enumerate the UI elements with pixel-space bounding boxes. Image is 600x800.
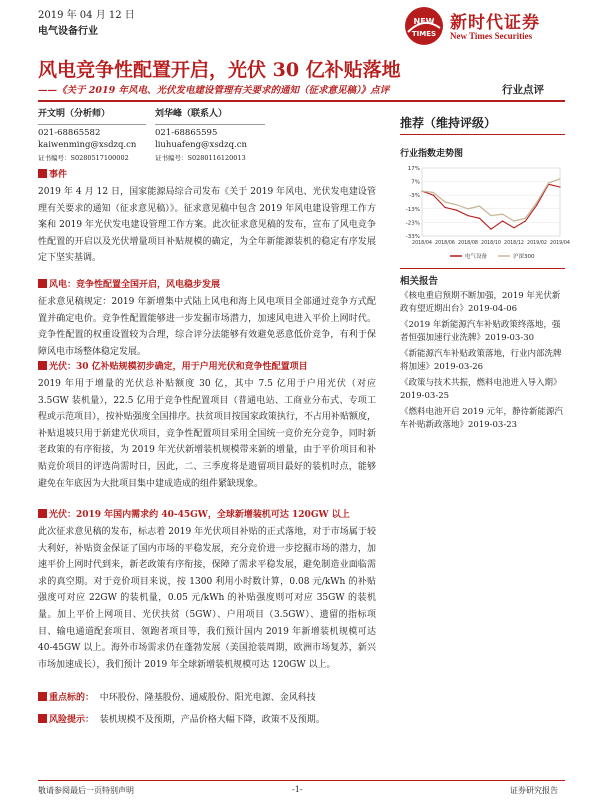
title-divider [38, 100, 565, 102]
related-item[interactable]: 《核电重启预期不断加强，2019 年光伏新政有望近期出台》2019-04-06 [400, 291, 561, 314]
chart-point [479, 218, 480, 219]
chart-point [525, 218, 526, 219]
chart-point [456, 210, 457, 211]
chart-y-tick-label: -23% [405, 220, 420, 227]
contact-divider [155, 124, 265, 125]
square-bullet-icon [38, 692, 47, 701]
contact-name: 刘华峰（联系人） [155, 109, 228, 119]
pv-heading: 光伏：30 亿补贴规模初步确定，用于户用光伏和竞争性配置项目 [38, 360, 376, 374]
chart-point [513, 227, 514, 228]
related-title: 相关报告 [400, 276, 439, 287]
chart-point [421, 191, 422, 192]
chart-legend-label: 沪深300 [513, 254, 535, 260]
chart-point [502, 220, 503, 221]
related-item[interactable]: 《燃料电池开启 2019 元年，静待新能源汽车补贴新政落地》2019-03-23 [400, 407, 564, 430]
chart-point [490, 229, 491, 230]
pv-paragraph: 2019 年用于增量的光伏总补贴额度 30 亿，其中 7.5 亿用于户用光伏（对应 3.5GW 装机量），22.5 亿用于竞争性配置项目（普通电站、工商业分布式、专项工程或示范项目），按补贴强度全国排序。扶贫项目按国家政策执行，不占用补贴额度，补贴退坡只用于新建光伏项目，竞争性配置项目采用全国统一竞价充分竞争，同时新老政策的有序衔接，为 2019 年光伏新增装机规模带来新的增量，由于平价项目和补贴竞价项目的评选尚需时日，因此，二、三季度将是遗留项目最好的装机时点，能够避免在年底因为大批项目集中建成造成的组件紧缺现象。 [38, 379, 376, 489]
related-list [400, 290, 565, 435]
related-item[interactable]: 《政策与技术共振，燃料电池进入导入期》2019-03-25 [400, 378, 562, 401]
focus-label: 重点标的： [49, 693, 95, 703]
analyst-card [38, 108, 146, 164]
chart-point [559, 186, 560, 187]
risk-label: 风险提示： [49, 715, 95, 725]
footer-report-type: 证券研究报告 [510, 786, 558, 795]
chart-x-tick-label: 2018/06 [435, 241, 455, 246]
related-item[interactable]: 《新能源汽车补贴政策落地，行业内部洗牌将加速》2019-03-26 [400, 349, 562, 372]
report-title: 风电竞争性配置开启，光伏 30 亿补贴落地 [38, 59, 401, 81]
chart-x-tick-label: 2018/08 [458, 241, 478, 246]
chart-x-tick-label: 2018/12 [504, 241, 524, 246]
doc-type: 行业点评 [502, 84, 544, 96]
analyst-email[interactable]: kaiwenming@xsdzq.cn [38, 140, 137, 150]
contact-cert: 证书编号：S0280116120013 [155, 153, 246, 162]
demand-heading: 光伏：2019 年国内需求约 40-45GW，全球新增装机可达 120GW 以上 [38, 508, 376, 522]
chart-y-tick-label: 7% [411, 179, 420, 186]
logo-en-text: New Times Securities [450, 31, 533, 41]
rating-divider [400, 134, 565, 135]
square-bullet-icon [38, 714, 47, 723]
logo-mark-icon [404, 6, 444, 46]
chart-x-tick-label: 2018/04 [412, 241, 432, 246]
chart-point [456, 204, 457, 205]
chart-y-tick-label: -13% [405, 206, 420, 213]
industry-name: 电气设备行业 [38, 26, 98, 37]
chart-point [502, 214, 503, 215]
chart-y-tick-label: 17% [407, 166, 420, 172]
index-chart [400, 162, 570, 262]
chart-point [467, 208, 468, 209]
chart-point [467, 215, 468, 216]
chart-y-tick-label: -3% [409, 193, 420, 200]
square-bullet-icon [38, 509, 47, 518]
square-bullet-icon [38, 279, 47, 288]
chart-point [433, 192, 434, 193]
risk-line [38, 712, 565, 729]
risk-text: 装机规模不及预期，产品价格大幅下降，政策不及预期。 [99, 715, 325, 725]
analyst-cert: 证书编号：S0280517100002 [38, 153, 129, 162]
square-bullet-icon [38, 361, 47, 370]
contact-card [155, 108, 265, 164]
chart-point [479, 205, 480, 206]
wind-heading: 风电：竞争性配置全国开启，风电稳步发展 [38, 278, 376, 292]
logo-mark-text-2: TIMES [411, 30, 437, 38]
report-date: 2019 年 04 月 12 日 [38, 10, 135, 21]
chart-point [513, 220, 514, 221]
chart-point [444, 207, 445, 208]
analyst-divider [38, 124, 146, 125]
related-divider [400, 268, 565, 269]
chart-point [548, 182, 549, 183]
related-item[interactable]: 《2019 年新能源汽车补贴政策终落地，强者恒强加速行业洗牌》2019-03-30 [400, 320, 561, 343]
demand-paragraph: 此次征求意见稿的发布，标志着 2019 年光伏项目补贴的正式落地，对于市场属于较大利好，补贴资金保证了国内市场的平稳发展，充分竞价进一步挖掘市场的潜力，加速平价上网时代到来，新老政策有序衔接，保障了需求平稳发展，避免制造业面临需求的真空期。对于竞价项目来说，按 1300 利用小时数计算，0.08 元/kWh 的补贴强度可对应 22GW 的装机量，0.05 元/kWh 的补贴强度则可对应 35GW 的装机量。加上平价上网项目、光伏扶贫（5GW）、户用项目（3.5GW）、遗留的指标项目、输电通道配套项目、领跑者项目等，我们预计国内 2019 年新增装机规模可达 40-45GW 以上。海外市场需求仍在蓬勃发展（美国抢装周期，欧洲市场复苏，新兴市场加速成长），我们预计 2019 年全球新增装机规模可达 120GW 以上。 [38, 527, 376, 670]
event-heading: 事件 [38, 168, 376, 182]
chart-plot-area [422, 168, 560, 236]
focus-line [38, 690, 565, 707]
chart-point [525, 220, 526, 221]
chart-point [444, 201, 445, 202]
chart-point [536, 201, 537, 202]
focus-stocks: 中环股份、隆基股份、通威股份、阳光电源、金风科技 [99, 693, 316, 703]
contact-email[interactable]: liuhuafeng@xsdzq.cn [155, 140, 247, 150]
wind-paragraph: 征求意见稿规定：2019 年新增集中式陆上风电和海上风电项目全部通过竞争方式配置并确定电价。竞争性配置能够进一步发掘市场潜力，加速风电进入平价上网时代。竞争性配置的权重设置较为合理，综合评分法能够有效避免恶意低价竞争，有利于保障风电市场整体稳定发展。 [38, 297, 376, 357]
analyst-name: 开文明（分析师） [38, 109, 111, 119]
contact-phone: 021-68865595 [155, 127, 218, 138]
square-bullet-icon [38, 169, 47, 178]
chart-y-tick-label: -33% [405, 234, 420, 240]
page-number: -1- [292, 785, 303, 794]
footer-divider [38, 780, 565, 781]
chart-legend-label: 电气设备 [465, 254, 488, 260]
logo-cn-text: 新时代证券 [450, 13, 540, 33]
chart-point [559, 178, 560, 179]
chart-x-tick-label: 2019/02 [527, 241, 547, 246]
chart-point [536, 204, 537, 205]
footer-disclaimer[interactable]: 敬请参阅最后一页特别声明 [38, 786, 134, 795]
logo-mark-text-1: NEW [413, 17, 435, 26]
report-subtitle: ——《关于 2019 年风电、光伏发电建设管理有关要求的通知（征求意见稿）》点评 [38, 85, 390, 96]
chart-x-tick-label: 2018/10 [481, 241, 501, 246]
rating: 推荐（维持评级） [400, 116, 497, 130]
chart-point [490, 215, 491, 216]
chart-x-tick-label: 2019/04 [550, 241, 570, 246]
analyst-phone: 021-68865582 [38, 127, 101, 138]
chart-point [433, 195, 434, 196]
chart-title: 行业指数走势图 [400, 149, 464, 159]
event-paragraph: 2019 年 4 月 12 日，国家能源局综合司发布《关于 2019 年风电、光伏发电建设管理有关要求的通知（征求意见稿）》。征求意见稿中包含 2019 年风电建设管理工作方案和 2019 年光伏发电建设管理工作方案。此次征求意见稿的发布，宣布了风电竞争性配置的开启以及光伏增量项目补贴规模的确定，为全年新能源装机的稳定有序发展定下坚实基调。 [38, 187, 376, 264]
company-logo [404, 6, 564, 46]
